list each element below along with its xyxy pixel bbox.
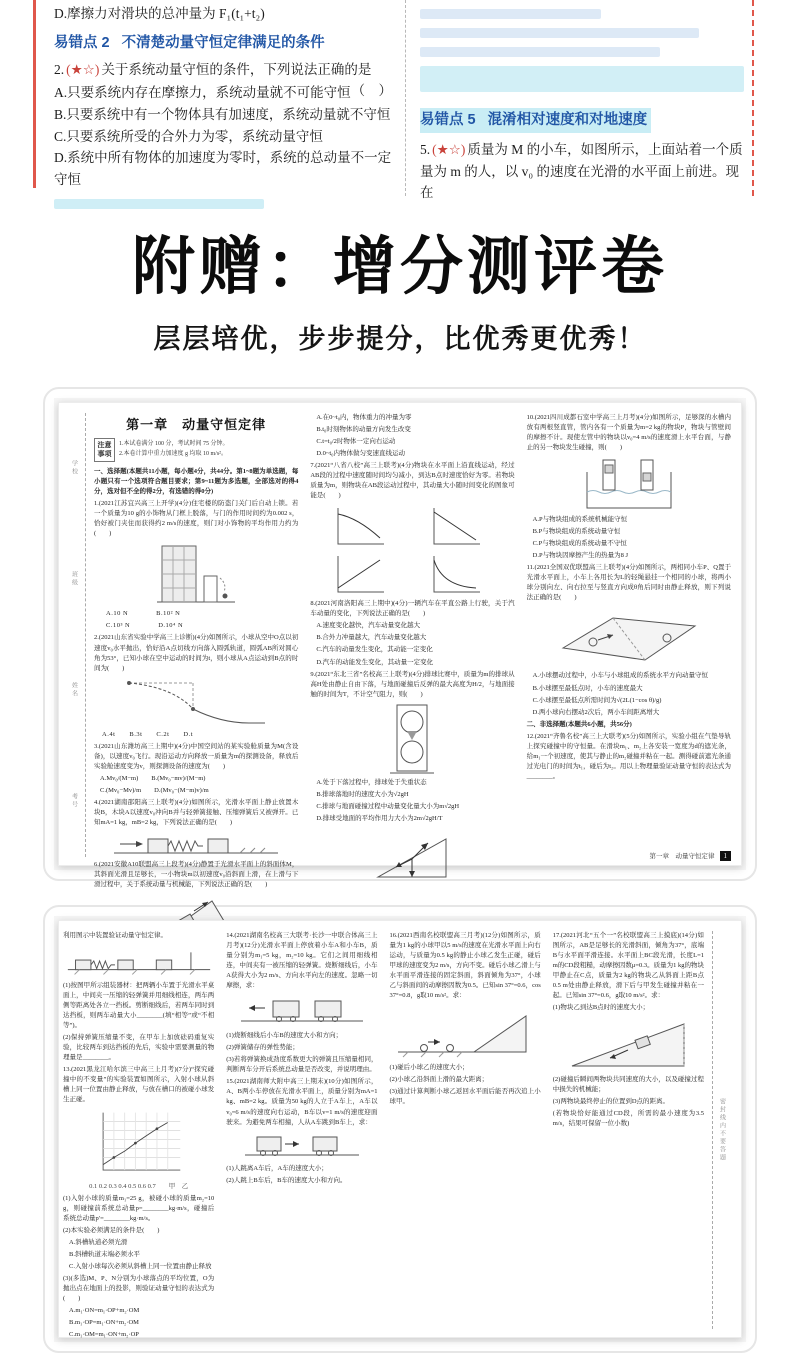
option-line: D.0~t₀内物体做匀变速直线运动 [316, 449, 405, 457]
option-line: A.斜槽轨道必须光滑 [69, 1238, 128, 1246]
problem-text: (2)保持弹簧压缩量不变，在甲车上加放砝码重复实验，比较两车到达挡板的先后，实验中需要测量的物理量是________。 [63, 1034, 215, 1062]
problem-text: C.小球摆至最低点所需时间为√(2L(1−cos θ)/g) [532, 696, 662, 704]
option-line: B.只要系统中有一个物体具有加速度，系统动量就不守恒 [54, 106, 391, 122]
spine-margin-line [33, 0, 36, 188]
error-point-title: 混淆相对速度和对地速度 [487, 112, 648, 128]
ramp-figure [396, 1004, 534, 1060]
problems-column [553, 931, 704, 1130]
margin-label: 学校 [70, 460, 77, 477]
problem-text: 二、非选择题(本题共6小题，共56分) [526, 720, 632, 728]
problem-text: 6.(2021安徽A10联盟高三上段考)(4分)静置于光滑水平面上的斜面体M，其斜面光滑且足够长，一小物块m以初速度v₀沿斜面上滑，在上滑与下滑过程中，关于系统动量与机械能，下列说法正确的是( ) [94, 861, 299, 889]
notice-line: 1.本试卷满分 100 分，考试时间 75 分钟。 [119, 441, 229, 448]
question-text: 质量为 M 的小车，如图所示，上面站着一个质量为 m 的人，以 v₀ 的速度在光滑的水平面上前进。现在 [420, 142, 743, 201]
problem-text: C.m₁·OM=m₁·ON+m₂·OP [69, 1331, 139, 1339]
problem-text: 14.(2021湖南名校高三大联考·长沙一中联合体高三上月考)(12分)光滑水平面上停放着小车A和小车B，质量分别为m₁=5 kg，m₂=10 kg。它们之间用细线相连，中间夹有一被压缩的轻弹簧。烧断细线后，小车A获得大小为2 m/s、方向水平向左的速度。忽略一切摩擦，求： [226, 931, 378, 989]
option-line: C.只要系统所受的合外力为零，系统动量守恒 [54, 128, 323, 144]
option-line: B.小球摆至最低点时，小车的速度最大 [532, 684, 643, 692]
plane3d-figure [555, 606, 703, 668]
problems-column [226, 931, 377, 1186]
problem-text: D.排球受地面的平均作用力大小为2m√2gH/T [316, 814, 443, 822]
option-line: B.合外力冲量越大，汽车动量变化越大 [316, 634, 427, 642]
sealing-line-label: 密封线内不要答题 [718, 1097, 725, 1162]
paper-column-1 [63, 931, 215, 1339]
paper-column-3 [527, 413, 731, 857]
problem-text: 一、选择题(本题共11小题，每小题4分，共44分。第1~8题为单选题，每小题只有一个选项符合题目要求；第9~11题为多选题，全部选对的得4分，选对但不全的得2分，有选错的得0分) [94, 467, 299, 495]
problem-text: (2)人跳上B车后，B车的速度大小和方向。 [226, 1176, 347, 1184]
option-line: A.只要系统内存在摩擦力，系统动量就不可能守恒 [54, 85, 351, 101]
test-paper-spread-2 [43, 905, 757, 1353]
promo-banner [0, 196, 800, 381]
page-footer [650, 851, 732, 861]
margin-label: 班级 [70, 571, 77, 588]
force-figure [370, 827, 454, 883]
difficulty-stars: (★☆) [66, 61, 100, 77]
problem-text: A.10 N B.10² N [106, 610, 181, 618]
problem-text: (1)按图甲所示组装器材：把两辆小车置于光滑水平桌面上，中间夹一压缩的轻弹簧并用细线相连，两车两侧等距离处各立一挡板。剪断细线后，若两车同时到达挡板，则两车动量大小________(填“相等”或“不相等”)。 [63, 981, 215, 1029]
problem-text: 7.(2021“八省八校”高三上联考)(4分)物块在水平面上沿直线运动，经过AB段的过程中速度随时间均匀减小，到达B点时速度恰好为零。若物块质量为m，则物块在AB段运动过程中，其动量大小随时间变化的图象可能是( ) [310, 461, 515, 500]
problem-text: (1)烧断细线后小车B的速度大小和方向； [226, 1032, 343, 1040]
problem-text: 2.(2021山东省实验中学高三上诊断)(4分)如图所示，小球从空中O点以初速度v₀水平抛出，恰好沿A点切线方向落入圆弧轨道，圆弧AB所对圆心角为53°，已知小球在空中运动的时间为t，则小球从A点运动到B点的时间为( ) [94, 634, 299, 672]
option-line: D.摩擦力对滑块的总冲量为 F₁(t₁+t₂) [54, 6, 265, 21]
problem-text: 利用图示中装置验证动量守恒定律。 [63, 931, 167, 939]
problem-text: (2)碰撞后瞬间两物块共同速度的大小，以及碰撞过程中损失的机械能； [552, 1076, 704, 1094]
building-figure [154, 542, 238, 606]
problems-column [527, 413, 731, 782]
question-line [420, 139, 744, 204]
problem-text: C.10³ N D.10⁴ N [106, 622, 184, 630]
problems-column [94, 467, 298, 948]
problem-text: (2)小球乙沿斜面上滑的最大距离； [389, 1076, 489, 1084]
problem-text: (若物块恰好能通过CD段，所需的最小速度为3.5 m/s，结果可保留一位小数) [552, 1110, 704, 1128]
option-line: D.两小球向右摆动2次后，两小车间距离增大 [532, 708, 660, 716]
paper-column-4 [553, 931, 704, 1329]
blurred-answer-text [420, 9, 601, 19]
problem-text: 8.(2021河南洛阳高三上期中)(4分)一辆汽车在平直公路上行驶，关于汽车动量的变化，下列说法正确的是( ) [310, 600, 515, 618]
option-line: D.系统中所有物体的加速度为零时，系统的总动量不一定守恒 [54, 150, 392, 187]
problems-column [310, 413, 514, 883]
option-line: D.汽车的动能发生变化，其动量一定变化 [316, 658, 434, 666]
paper-column-1 [94, 413, 299, 889]
excerpt-left-column [54, 0, 392, 218]
option-line: A.小球摆动过程中，小车与小球组成的系统水平方向动量守恒 [532, 672, 708, 680]
option-line: B.斜槽轨道末端必须水平 [69, 1250, 140, 1258]
margin-label: 姓名 [70, 682, 77, 699]
option-line: A.处于下落过程中，排球处于失重状态 [316, 778, 427, 786]
grid-figure [87, 1109, 191, 1179]
track-figure [121, 677, 271, 727]
problem-text: 17.(2021河北“五个一”名校联盟高三上摸底)(14分)如图所示，AB是足够长的光滑斜面，倾角为37°，底端B与水平面平滑连接。水平面上BC段光滑，长度L=1 m的CD段粗糙，动摩擦因数μ=0.3。质量为1 kg的物块甲静止在C点，质量为2 kg的物块乙从斜面上距B点0.5 m处由静止释放，滑下后与甲发生碰撞并粘在一起。已知sin 37°=0.6，g取10 m/s²。求： [552, 931, 704, 1000]
problems-column [390, 931, 541, 1108]
inclinev-figure [566, 1016, 690, 1072]
graphs-figure [324, 504, 500, 596]
problem-text: C.(Mv₀−Mv)/m D.(Mv₀−(M−m)v)/m [100, 787, 209, 794]
problem-text: (3)通过计算判断小球乙返回水平面后能否再次追上小球甲。 [389, 1088, 541, 1106]
problem-text: 10.(2021四川成都石室中学高三上月考)(4分)如图所示，足够深的水槽内放有两根竖直管，管内各有一个质量为m=2 kg的物块P，物块与管壁间的摩擦不计。现使左管中的物块以v₀=4 m/s的速度滑上水平台面，与静止的另一物块发生碰撞，则( ) [526, 413, 731, 451]
test-paper-page-1 [58, 402, 742, 889]
sealing-margin [712, 931, 731, 1329]
problem-text: 0.1 0.2 0.3 0.4 0.5 0.6 0.7 甲 乙 [89, 1182, 189, 1190]
paper-column-2 [310, 413, 514, 857]
page-number-tab: 1 [720, 851, 732, 861]
option-line: B.排球落地时的速度大小为√2gH [316, 790, 409, 798]
blurred-answer-text [420, 28, 699, 38]
error-point-title: 不清楚动量守恒定律满足的条件 [121, 34, 325, 51]
problem-text: A.Mv₀/(M−m) B.(Mv₀−mv)/(M−m) [100, 774, 206, 782]
problem-text: (3)若将弹簧换成劲度系数更大的弹簧且压缩量相同，判断两车分开后系统总动量是否改变，并说明理由。 [226, 1056, 378, 1074]
error-point-heading [54, 32, 392, 55]
problem-text: (3)(多选)M、P、N分别为小球落点的平均位置，O为抛出点在地面上的投影，则验证动量守恒的表达式为( ) [63, 1275, 215, 1303]
blurred-answer-text [420, 47, 660, 57]
notice-label: 注意事项 [94, 438, 115, 462]
problem-text: 11.(2021全国双优联盟高三上联考)(4分)如图所示，两相同小车P、Q置于光滑水平面上，小车上各用长为L的轻绳悬挂一个相同的小球，将两小球分别向左、向右拉至与竖直方向成θ角后同时由静止释放，则下列说法正确的是( ) [526, 564, 731, 602]
problems-column [63, 931, 214, 1341]
question-number: 2. [54, 61, 65, 77]
blurred-answer-text [54, 199, 264, 209]
spring-figure [112, 831, 280, 857]
notice-line: 2.本卷计算中重力加速度 g 均取 10 m/s²。 [119, 450, 227, 457]
problem-text: (1)物块乙到达B点时的速度大小； [552, 1004, 650, 1012]
problem-text: (2)本实验必须满足的条件是( ) [63, 1226, 160, 1234]
question-number: 5. [420, 142, 431, 158]
question-text: 关于系统动量守恒的条件，下列说法正确的是 [101, 61, 372, 77]
problem-text: (1)人跳离A车后，A车的速度大小； [226, 1164, 328, 1172]
option-line: B.P与物块组成的系统动量守恒 [532, 528, 621, 535]
error-point-label: 易错点 5 [420, 112, 476, 128]
container-figure [581, 456, 677, 512]
problem-text: A.m₁·ON=m₁·OP+m₂·OM [69, 1307, 140, 1315]
option-line: C.P与物块组成的系统动量不守恒 [532, 540, 627, 548]
problem-text: 1.(2021江苏宜兴高三上开学)(4分)住宅楼的防盗门关门后自动上锁。若一个质量为10 g的小饰物从门框上脱落，与门的作用时间约为0.002 s，恰好被门夹住而获得约2 m/s的速度，则门对小饰物的平均作用力约为( ) [94, 500, 299, 538]
problem-text: 13.(2021黑龙江哈尔滨三中高三上月考)(7分)“探究碰撞中的不变量”的实验装置如图所示，入射小球从斜槽上同一位置由静止释放，与放在槽口的被碰小球发生正碰。 [63, 1066, 215, 1104]
excerpt-right-column [420, 0, 744, 206]
problem-text: C.排球与地面碰撞过程中动量变化量大小为m√2gH [316, 802, 460, 810]
option-line: C.t=t₀/2时物体一定向右运动 [316, 437, 396, 445]
error-point-heading [420, 108, 651, 133]
test-paper-spread-1 [43, 387, 757, 889]
page-columns [63, 931, 704, 1339]
cart-figure [239, 994, 365, 1028]
page-columns [94, 413, 731, 889]
problem-text: A.4t B.3t C.2t D.t [102, 730, 194, 738]
notice-lines [119, 440, 229, 459]
paper-title: 第一章 动量守恒定律 [126, 416, 267, 432]
photo-frame [54, 398, 746, 889]
problem-text: 3.(2021山东潍坊高三上期中)(4分)中国空间站的某实验舱质量为M(含设备)，以速度v₀飞行。现沿运动方向释放一质量为m的探测设备，释放后实验舱速度变为v，则探测设备的速度为( ) [94, 742, 299, 770]
paper-column-3 [390, 931, 541, 1329]
banner-subtitle: 层层培优，步步提分，比优秀更优秀！ [153, 323, 647, 354]
option-line: C.汽车的动量发生变化，其动能一定变化 [316, 646, 433, 654]
problem-text: 15.(2021湖南师大附中高三上期末)(10分)如图所示，A、B两小车停放在光滑水平面上，质量分别为mA=1 kg、mB=2 kg。质量为50 kg的人立于A车上，A车以v₀=6 m/s的速度向右运动，B车以v=1 m/s的速度迎面驶来。为避免两车相撞，人从A车跳到B车上，求： [226, 1078, 378, 1126]
paper-column-2 [226, 931, 377, 1329]
option-line: A.速度变化越快，汽车动量变化越大 [316, 622, 421, 630]
error-point-label: 易错点 2 [54, 34, 110, 51]
difficulty-stars: (★☆) [432, 142, 466, 158]
margin-label: 考号 [70, 793, 77, 810]
apparatus-figure [64, 944, 214, 978]
answer-paren: （ ） [351, 83, 392, 99]
problem-text: B.m₁·OP=m₁·ON+m₂·OM [69, 1319, 139, 1327]
notice-box [94, 438, 298, 462]
twocart-figure [243, 1131, 361, 1161]
problem-text: 4.(2021湖南邵阳高三上联考)(4分)如图所示，光滑水平面上静止放置木块B，木块A以速度v₀冲向B并与轻弹簧接触、压缩弹簧后又被弹开。已知mA=1 kg，mB=2 kg，下列说法正确的是( ) [94, 799, 299, 827]
highlighted-answer-block [420, 66, 744, 92]
problem-text: 12.(2021“齐鲁名校”高三上大联考)(5分)如图所示，实验小组在气垫导轨上探究碰撞中的守恒量。在滑块m₁、m₂上各安装一宽度为d的遮光条，给m₁一个初速度，使其与静止的m₂碰撞并粘在一起。测得碰前遮光条通过光电门的时间为t₁，碰后为t₂。用以上物理量验证动量守恒的表达式为________。 [526, 732, 731, 780]
book-pages-excerpt [0, 0, 800, 201]
problem-text: 9.(2021“东北三省”名校高三上联考)(4分)排球比赛中，质量为m的排球从高H处由静止自由下落，与地面碰撞后反弹的最大高度为H/2，与地面接触的时间为T，不计空气阻力，则( ) [310, 670, 515, 698]
column-divider-dashed [405, 0, 406, 196]
option-line: A.P与物块组成的系统机械能守恒 [532, 515, 628, 523]
option-line: B.t₀时刻物体的动量方向发生改变 [316, 425, 411, 433]
problem-text: (1)碰后小球乙的速度大小； [389, 1064, 469, 1072]
binding-margin [63, 413, 86, 857]
footer-chapter-label: 第一章 动量守恒定律 [649, 853, 715, 861]
problem-text: (2)弹簧储存的弹性势能； [226, 1044, 299, 1052]
hourglass-figure [384, 703, 440, 775]
test-paper-page-2 [58, 920, 742, 1338]
problem-text: 16.(2021西南名校联盟高三月考)(12分)如图所示，质量为1 kg的小球甲以5 m/s的速度在光滑水平面上向右运动，与质量为0.5 kg的静止小球乙发生正碰，碰后甲球的速度变为2 m/s，方向不变。碰后小球乙滑上与水平面平滑连接的固定斜面，斜面倾角为37°，小球乙与斜面间的动摩擦因数为0.5。已知sin 37°=0.6，cos 37°=0.8，g取10 m/s²。求： [389, 931, 541, 1000]
problem-text: (3)两物块最终停止的位置到D点的距离。 [552, 1098, 670, 1106]
problem-text: (1)入射小球的质量m₁=25 g，被碰小球的质量m₂=10 g，则碰撞前系统总动量p=________kg·m/s，碰撞后系统总动量p′=________kg·m/s。 [63, 1194, 215, 1222]
option-line: C.入射小球每次必须从斜槽上同一位置由静止释放 [69, 1262, 212, 1270]
margin-line-dashed [752, 0, 754, 196]
banner-title: 附赠：增分测评卷 [132, 232, 668, 302]
option-line: A.在0~t₀内，物体重力的冲量为零 [316, 413, 412, 421]
photo-frame [54, 916, 746, 1342]
option-line: D.P与物块因摩擦产生的热量为8 J [532, 552, 628, 560]
